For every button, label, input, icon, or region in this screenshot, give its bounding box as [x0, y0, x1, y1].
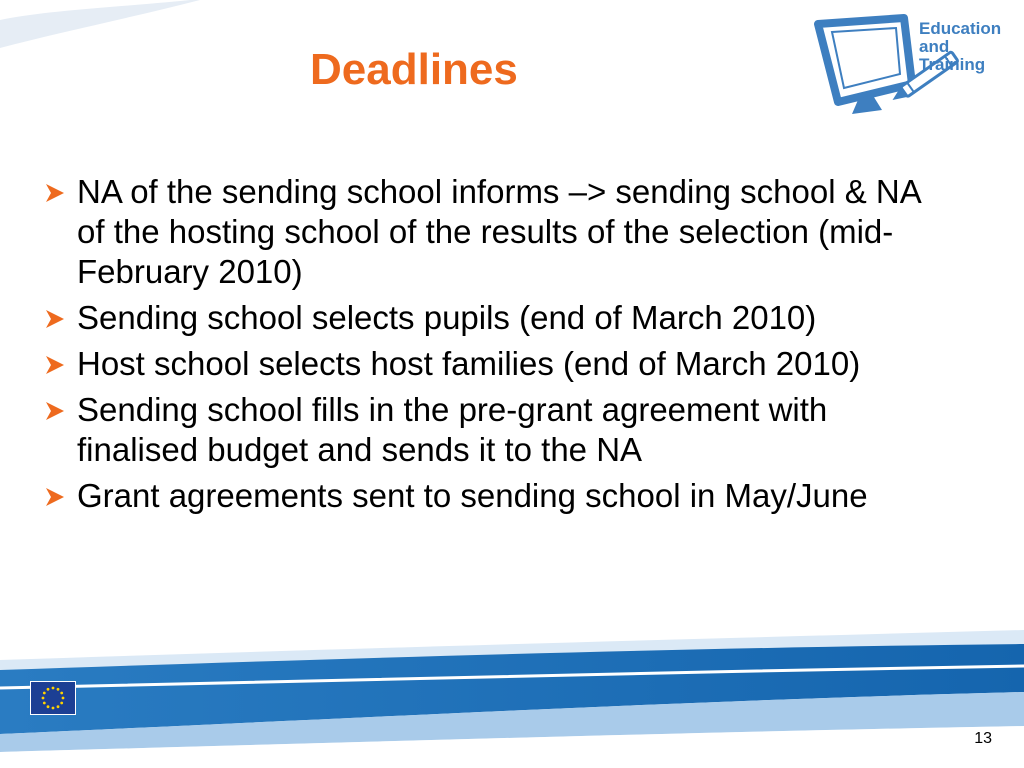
slide-title: Deadlines	[310, 45, 518, 94]
bullet-list	[44, 172, 924, 522]
orange-arrow-icon	[44, 182, 66, 204]
bullet-item	[44, 390, 924, 470]
bullet-text: Grant agreements sent to sending school in May/June	[77, 477, 868, 514]
bullet-text: Sending school selects pupils (end of March 2010)	[77, 299, 817, 336]
bullet-text: NA of the sending school informs –> sending school & NA of the hosting school of the results of the selection (mid-February 2010)	[77, 173, 920, 290]
footer-wave-decoration	[0, 630, 1024, 768]
page-number: 13	[974, 730, 992, 747]
orange-arrow-icon	[44, 486, 66, 508]
top-swoosh-decoration	[0, 0, 200, 60]
logo-line-and: and	[919, 37, 950, 56]
orange-arrow-icon	[44, 400, 66, 422]
logo-text	[919, 20, 1001, 74]
bullet-item	[44, 476, 924, 516]
bullet-text: Host school selects host families (end of March 2010)	[77, 345, 861, 382]
eu-stars-icon	[31, 682, 75, 714]
orange-arrow-icon	[44, 308, 66, 330]
logo-line-training: Training	[919, 55, 986, 74]
education-training-logo	[812, 10, 1012, 120]
bullet-item	[44, 298, 924, 338]
logo-line-education: Education	[919, 19, 1002, 38]
eu-flag-icon	[30, 681, 76, 715]
bullet-item	[44, 172, 924, 292]
bullet-text: Sending school fills in the pre-grant agreement with finalised budget and sends it to the NA	[77, 391, 828, 468]
bullet-item	[44, 344, 924, 384]
orange-arrow-icon	[44, 354, 66, 376]
